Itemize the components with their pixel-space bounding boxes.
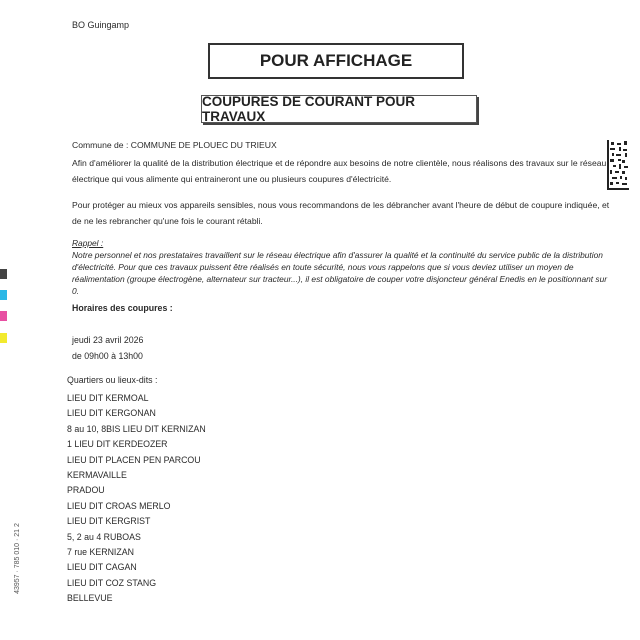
list-item: LIEU DIT KERGRIST (67, 516, 151, 527)
intro-paragraph: Afin d'améliorer la qualité de la distribution électrique et de répondre aux besoins de notre clientèle, nous réalisons des travaux sur le réseau électrique qui vous alimente qui entraineront une ou plusieurs coupures d'électricité. (72, 158, 607, 184)
list-item: LIEU DIT KERGONAN (67, 408, 156, 419)
rappel-title: Rappel : (72, 238, 104, 248)
list-item: 7 rue KERNIZAN (67, 547, 134, 558)
rappel-text: Notre personnel et nos prestataires travaillent sur le réseau électrique afin d'assurer la qualité et la continuité du service public de la distribution d'électricité. Pour que ces travaux puissent être réalisés en toute sécurité, nous vous rappelons que si vous deviez utiliser un moyen de réalimentation (groupe électrogène, alternateur sur tracteur...), il est obligatoire de couper votre disjoncteur général Enedis en le positionnant sur 0. (72, 250, 608, 296)
print-mark-magenta (0, 311, 7, 321)
datamatrix-code-icon (607, 140, 629, 190)
places-label: Quartiers ou lieux-dits : (67, 375, 158, 385)
schedule-date: jeudi 23 avril 2026 (72, 335, 144, 345)
schedule-time: de 09h00 à 13h00 (72, 351, 143, 361)
list-item: LIEU DIT PLACEN PEN PARCOU (67, 454, 201, 465)
commune-line: Commune de : COMMUNE DE PLOUEC DU TRIEUX (72, 140, 277, 150)
list-item: KERMAVAILLE (67, 470, 127, 481)
places-list (67, 391, 206, 607)
list-item: LIEU DIT KERMOAL (67, 393, 149, 403)
list-item: BELLEVUE (67, 593, 113, 604)
side-reference-number: 43957 · 785 010 · 21 2 (13, 523, 21, 594)
list-item: LIEU DIT COZ STANG (67, 577, 157, 588)
list-item: 5, 2 au 4 RUBOAS (67, 531, 141, 542)
title-box: POUR AFFICHAGE (208, 43, 464, 79)
print-mark-yellow (0, 333, 7, 343)
horaires-heading: Horaires des coupures : (72, 303, 173, 313)
list-item: PRADOU (67, 485, 105, 496)
list-item: 8 au 10, 8BIS LIEU DIT KERNIZAN (67, 423, 206, 434)
list-item: LIEU DIT CROAS MERLO (67, 500, 171, 511)
advice-paragraph: Pour protéger au mieux vos appareils sensibles, nous vous recommandons de les débrancher avant l'heure de début de coupure indiquée, et de ne les rebrancher qu'une fois le courant rétabli. (72, 200, 610, 226)
list-item: LIEU DIT CAGAN (67, 562, 137, 573)
agency-name: BO Guingamp (72, 20, 130, 30)
list-item: 1 LIEU DIT KERDEOZER (67, 439, 168, 450)
print-mark-cyan (0, 290, 7, 300)
print-mark-black (0, 269, 7, 279)
subtitle-box: COUPURES DE COURANT POUR TRAVAUX (201, 95, 477, 123)
rappel-block (72, 237, 612, 297)
schedule-block (72, 332, 143, 364)
